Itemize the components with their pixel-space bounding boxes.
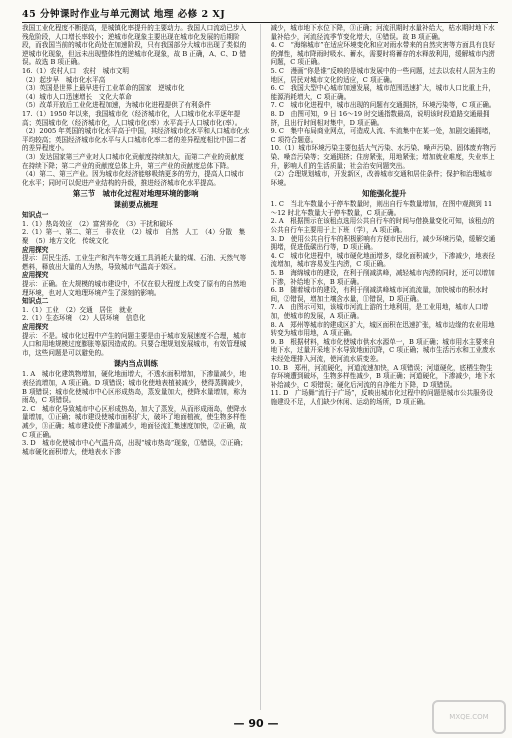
paragraph: 2.（1）生态环境 （2）人居环境 信息化	[22, 314, 146, 323]
paragraph: 5. B 海绵城市的建设，在利于削减洪峰，减轻城市内涝的同时，还可以增加下渗，补给地下水，B 项正确。	[270, 269, 495, 286]
page-number: — 90 —	[233, 717, 279, 730]
paragraph: （2）起步早 城市化水平高	[22, 75, 106, 84]
paragraph: 10. B 郑州，河流硬化，河道流速加快，A 项错误；河道硬化，底栖生物生存环境遭到破坏，生物多样性减少，B 项正确；河道硬化，下渗减少，地下水补给减少，C 项错误；硬化后河流的自净能力下降，D 项错误。	[270, 363, 496, 389]
paragraph: 4. C 城市化进程中，城市硬化地面增多，绿化面积减少，下渗减少，地表径流增加，城市容易发生内涝，C 项正确。	[270, 251, 495, 269]
subsection-label: 应用探究	[22, 323, 49, 331]
paragraph: （2）合理规划城市，开发新区，改善城市交通和居住条件；保护和治理城市环境。	[270, 170, 493, 187]
paragraph: （3）英国是世界上最早进行工业革命的国家 逆城市化	[22, 84, 185, 93]
paragraph: 7. A 由图示可知，该城市河流上游的土地利用，是工业用地，城市人口增加，使城市的发展，A 项正确。	[270, 303, 489, 320]
paragraph: 1. A 城市化建筑物增加，硬化地面增大，不透水面积增加，下渗量减少，地表径流增加，A 项正确。D 项错误；城市化使地表植被减少，使得蒸腾减少，B 项错误；城市化使城市中心区形成热岛，蒸发量加大，使降水量增加，称为雨岛，C 项错误。	[22, 370, 248, 405]
paragraph: 3. D 使用公共自行车的积极影响有方便市民出行，减少环境污染，缓解交通拥堵，促进低碳出行等，D 项正确。	[270, 234, 496, 252]
paragraph: 6. B 随着城市的建设，有利于削减洪峰城市河流流量，加快城市的积水时间，②错误，增加土壤含水量，①错误，D 项正确。	[270, 286, 489, 303]
paragraph: 1. C 当北车数量小于停车数量时，则出自行车数量增加，在图中观测到 11～12 时北车数量大于停车数量，C 项正确。	[270, 200, 493, 217]
paragraph: 1.（1）热岛效应 （2）富营养化 （3）干扰和破坏	[22, 219, 173, 228]
text-columns	[22, 24, 498, 710]
subsection-label: 应用探究	[22, 271, 49, 280]
column-divider	[260, 24, 261, 710]
page-header: 45 分钟课时作业与单元测试 地理 必修 2 XJ	[22, 2, 498, 23]
paragraph: 1.（1）工业 （2）交通 居住 就业	[22, 305, 133, 314]
section-heading: 知能强化提升	[362, 189, 407, 199]
paragraph: 5. C 漫画“你是谁”反映的是城市发展中的一些问题，过去以农村人居为主的地区，居民对城市文化的适应，C 项正确。	[270, 66, 496, 84]
paragraph: 2.（1）第一、第二、第三 非农业 （2）城市 自然 人工 （4）分散 集聚 （5）地方文化 传统文化	[22, 228, 246, 246]
paragraph: 8. D 由图可知，9 日 16～19 时交通指数最高，说明该时段道路交通最拥挤，且出行时间相对集中，D 项正确。	[270, 109, 490, 127]
section-heading: 课前要点梳理	[113, 200, 158, 210]
section-heading: 第三节 城市化过程对地理环境的影响	[72, 189, 199, 199]
paragraph: （3）发达国家第三产业对人口城市化贡献度持续加大，而第二产业的贡献度在持续下降；第二产业的贡献度总体上升，第三产业的贡献度总体下降。	[22, 152, 244, 170]
paragraph: 8. A 郑州等城市的建成区扩大，城区面积在迅速扩张，城市边缘的农业用地转变为城市用地，A 项正确。	[270, 320, 495, 338]
paragraph: 17.（1）1950 年以来，我国城市化（经济城市化，人口城市化水平逐年提高；英国城市化（经济城市化，人口城市化(率）水平高于人口城市化(率）。	[22, 109, 242, 127]
paragraph: 提示：不是。城市化过程中产生的问题主要是由于城市发展速度不合理，城市人口和用地规模过度膨胀等原因造成的。只要合理规划发展城市，有效管理城市，这些问题是可以避免的。	[22, 331, 247, 357]
paragraph: （4）第二、第三产业。因为城市化经济能够吸纳更多的劳力，提高人口城市化水平；同时可以促进产业结构的升级，推进经济城市化水平提高。	[22, 170, 244, 187]
paragraph: 6. C 我国大型中心城市加速发展，城市范围迅速扩大，城市人口比重上升，能源消耗增大，C 项正确。	[270, 84, 495, 101]
paragraph: 9. B 根据材料，城市化使城市供水水源单一，B 项正确；城市用水主要来自地下水，过量开采地下水导致地面沉降，C 项正确；城市生活污水和工业废水未经处理排入河流，使河流水质变差。	[270, 337, 496, 363]
subsection-label: 应用探究	[22, 245, 49, 254]
paragraph: 减少，城市地下水位下降，③正确；河流汛期时水量补给大，枯水期时地下水量补给少，河流径流季节变化增大，④错误。故 B 项正确。	[270, 24, 495, 41]
paragraph: 提示：居民生活、工业生产和汽车等交通工具消耗大量的煤、石油、天然气等燃料，释放出大量的人为热，导致城市气温高于郊区。	[22, 254, 247, 271]
subsection-label: 知识点二	[22, 297, 49, 306]
paragraph: 2. A 根据图示在该租点选用公共自行车的时间与借换量变化可知，该租点的公共自行车主要用于上下班（学），A 项正确。	[270, 217, 495, 235]
paragraph: 提示：正确。在大规模的城市建设中，不仅在很大程度上改变了原有的自然地理环境，也对人文地理环境产生了深刻的影响。	[22, 280, 247, 297]
paragraph: 2. C 城市化导致城市中心区形成热岛，加大了蒸发，从而形成雨岛，使降水量增加，①正确；城市建设使城市面积扩大，破坏了地面植被，使生物多样性减少，③正确；城市建设使下渗量减少，地面径流汇集速度加快，②正确，故 C 项正确。	[22, 404, 247, 439]
paragraph: 7. C 城市化进程中，城市出现的问题有交通拥挤，环境污染等，C 项正确。	[270, 101, 496, 110]
paragraph: 9. C 集中布局商业网点，可造成人流、车流集中在某一处，加剧交通拥堵，C 项符合题意。	[270, 127, 495, 144]
paragraph: 10.（1）城市环境污染主要包括大气污染、水污染、噪声污染、固体废弃物污染、噪音污染等；交通拥挤；住房紧张，用地紧张；增加就业难度，失业率上升，影响人们的生活质量；社会治安问题突出。	[270, 144, 497, 170]
paragraph: 11. D 广场舞“流行于广场”，反映出城市化过程中的问题是城市公共服务设施建设不足，人们缺少休闲、运动的场所，D 项正确。	[270, 389, 493, 406]
left-column	[22, 24, 250, 710]
paragraph: （2）2005 年英国的城市化水平高于中国，其经济城市化水平和人口城市化水平均较高；英国经济城市化水平与人口城市化率二者的差异程度相比中国二者的差异程度小。	[22, 127, 250, 153]
right-column	[271, 24, 499, 710]
paragraph: 16.（1）农村人口 农村 城市文明	[22, 66, 129, 75]
paragraph: （5）改革开放后工业化进程加速，为城市化进程提供了有利条件	[22, 101, 211, 110]
subsection-label: 知识点一	[22, 211, 49, 220]
paragraph: 我国工业化程度不断提高，是城镇化率提升的主要动力。我国人口流动已步入残危阶段，人口增长率较小；逆城市化现象主要出现在城市化发展的后期阶段，而我国当前的城市化尚处在加速阶段，只有我国部分大城市出现了类似的逆城市化现象，但远未出现整体性的逆城市化现象，故 B 正确，A、C、D 错误。故选 B 项正确。	[22, 24, 247, 67]
paragraph: 4. C “海绵城市”在适应环境变化和应对雨水带来的自然灾害等方面具有良好的弹性，城市降雨时吸水、蓄水，需要时将蓄存的水释放利用，缓解城市内涝问题，C 项正确。	[270, 41, 496, 67]
watermark-stamp: MXQE.COM	[432, 700, 506, 734]
paragraph: （4）城市人口迅速增长 文化大革命	[22, 92, 132, 101]
paragraph: 3. D 城市化使城市中心气温升高，出现“城市热岛”现象，①错误，②正确；城市硬化面积增大，使地表水下渗	[22, 439, 247, 456]
section-heading: 课内当点训练	[113, 359, 158, 369]
